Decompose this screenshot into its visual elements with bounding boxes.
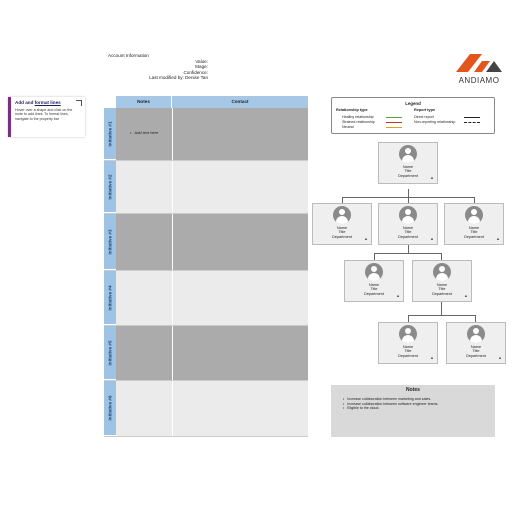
contact-column-header: Contact	[172, 96, 308, 108]
row-label: Initiative #4	[104, 271, 116, 325]
legend-non-reporting-label: Non-reporting relationship	[414, 120, 456, 124]
legend-healthy-label: Healthy relationship	[342, 115, 374, 119]
person-icon[interactable]: ▲	[396, 293, 400, 298]
legend-direct-report-line	[464, 117, 480, 118]
connector-line	[408, 315, 409, 322]
avatar-icon	[465, 206, 483, 224]
format-lines-link[interactable]: format lines	[34, 100, 61, 105]
legend-title: Legend	[405, 101, 421, 106]
connector-line	[441, 302, 442, 315]
account-stage: Stage:	[194, 64, 208, 70]
row-label: Initiative #1	[104, 108, 116, 160]
table-header	[104, 96, 308, 108]
connector-line	[374, 253, 442, 254]
hint-title: Add and format lines	[15, 100, 61, 105]
header-spacer	[104, 96, 116, 108]
avatar-icon	[399, 145, 417, 163]
org-node[interactable]: Name Title Department ▲	[446, 322, 506, 364]
person-icon[interactable]: ▲	[496, 236, 500, 241]
table-row	[104, 271, 308, 326]
notes-cell[interactable]	[116, 108, 172, 160]
account-last-modified: Last modified by: Denise Tan	[149, 75, 208, 81]
avatar-icon	[433, 263, 451, 281]
table-row	[104, 326, 308, 381]
avatar-icon	[333, 206, 351, 224]
list-item: • Eligible to the cloud.	[343, 406, 495, 411]
avatar-icon	[365, 263, 383, 281]
connector-line	[441, 253, 442, 260]
connector-line	[408, 189, 409, 197]
account-information	[108, 53, 218, 81]
notes-cell[interactable]	[116, 326, 172, 380]
legend-non-reporting-line	[464, 122, 480, 123]
hint-body: Hover over a shape and click on the node to add lines. To format lines, navigate to the property bar	[15, 108, 73, 121]
contact-cell[interactable]	[172, 381, 308, 436]
person-icon[interactable]: ▲	[364, 236, 368, 241]
org-node[interactable]: Name Title Department ▲	[444, 203, 504, 245]
list-item: • Increase collaboration between software engineer teams.	[343, 402, 495, 407]
report-type-heading: Report type	[414, 108, 436, 112]
connector-line	[408, 245, 409, 253]
avatar-icon	[399, 325, 417, 343]
org-node[interactable]: Name Title Department ▲	[378, 322, 438, 364]
row-label: Initiative #3	[104, 214, 116, 270]
contact-cell[interactable]	[172, 161, 308, 213]
notes-list	[331, 397, 495, 411]
org-node[interactable]: Name Title Department ▲	[378, 142, 438, 184]
person-icon[interactable]: ▲	[430, 175, 434, 180]
row-label: Initiative #2	[104, 161, 116, 213]
org-node[interactable]: Name Title Department ▲	[412, 260, 472, 302]
row-label: Initiative #6	[104, 381, 116, 436]
notes-cell[interactable]	[116, 381, 172, 436]
legend-neutral-label: Neutral	[342, 125, 354, 129]
table-row	[104, 108, 308, 161]
person-icon[interactable]: ▲	[430, 236, 434, 241]
legend-neutral-line	[386, 127, 402, 128]
initiatives-table	[104, 96, 308, 437]
account-heading: Account Information	[108, 53, 149, 58]
legend-direct-report-label: Direct report	[414, 115, 434, 119]
contact-cell[interactable]	[172, 326, 308, 380]
relationship-type-heading: Relationship type	[336, 108, 368, 112]
contact-cell[interactable]	[172, 108, 308, 160]
person-icon[interactable]: ▲	[430, 355, 434, 360]
contact-cell[interactable]	[172, 214, 308, 270]
connector-line	[408, 315, 476, 316]
contact-cell[interactable]	[172, 271, 308, 325]
notes-cell[interactable]	[116, 214, 172, 270]
connector-line	[374, 253, 375, 260]
org-node[interactable]: Name Title Department ▲	[312, 203, 372, 245]
account-value: Value:	[195, 58, 208, 64]
person-icon[interactable]: ▲	[498, 355, 502, 360]
connector-line	[475, 315, 476, 322]
legend-strained-line	[386, 122, 402, 123]
table-row	[104, 214, 308, 271]
notes-cell[interactable]	[116, 271, 172, 325]
notes-cell[interactable]	[116, 161, 172, 213]
notes-title: Notes	[406, 387, 420, 393]
legend	[331, 97, 495, 134]
list-item: • Increase collaboration between marketing and sales.	[343, 397, 495, 402]
expand-icon[interactable]	[76, 100, 82, 106]
row-label: Initiative #5	[104, 326, 116, 380]
table-row	[104, 161, 308, 214]
account-confidence: Confidence:	[183, 69, 208, 75]
note-text[interactable]: • Add text here	[130, 130, 158, 135]
table-row	[104, 381, 308, 437]
avatar-icon	[399, 206, 417, 224]
avatar-icon	[467, 325, 485, 343]
format-lines-hint-card	[8, 97, 85, 137]
notes-column-header: Notes	[116, 96, 172, 108]
logo-text: ANDIAMO	[458, 76, 500, 85]
legend-strained-label: Strained relationship	[342, 120, 375, 124]
org-node[interactable]: Name Title Department ▲	[378, 203, 438, 245]
legend-healthy-line	[386, 117, 402, 118]
org-node[interactable]: Name Title Department ▲	[344, 260, 404, 302]
notes-panel[interactable]	[331, 385, 495, 437]
person-icon[interactable]: ▲	[464, 293, 468, 298]
